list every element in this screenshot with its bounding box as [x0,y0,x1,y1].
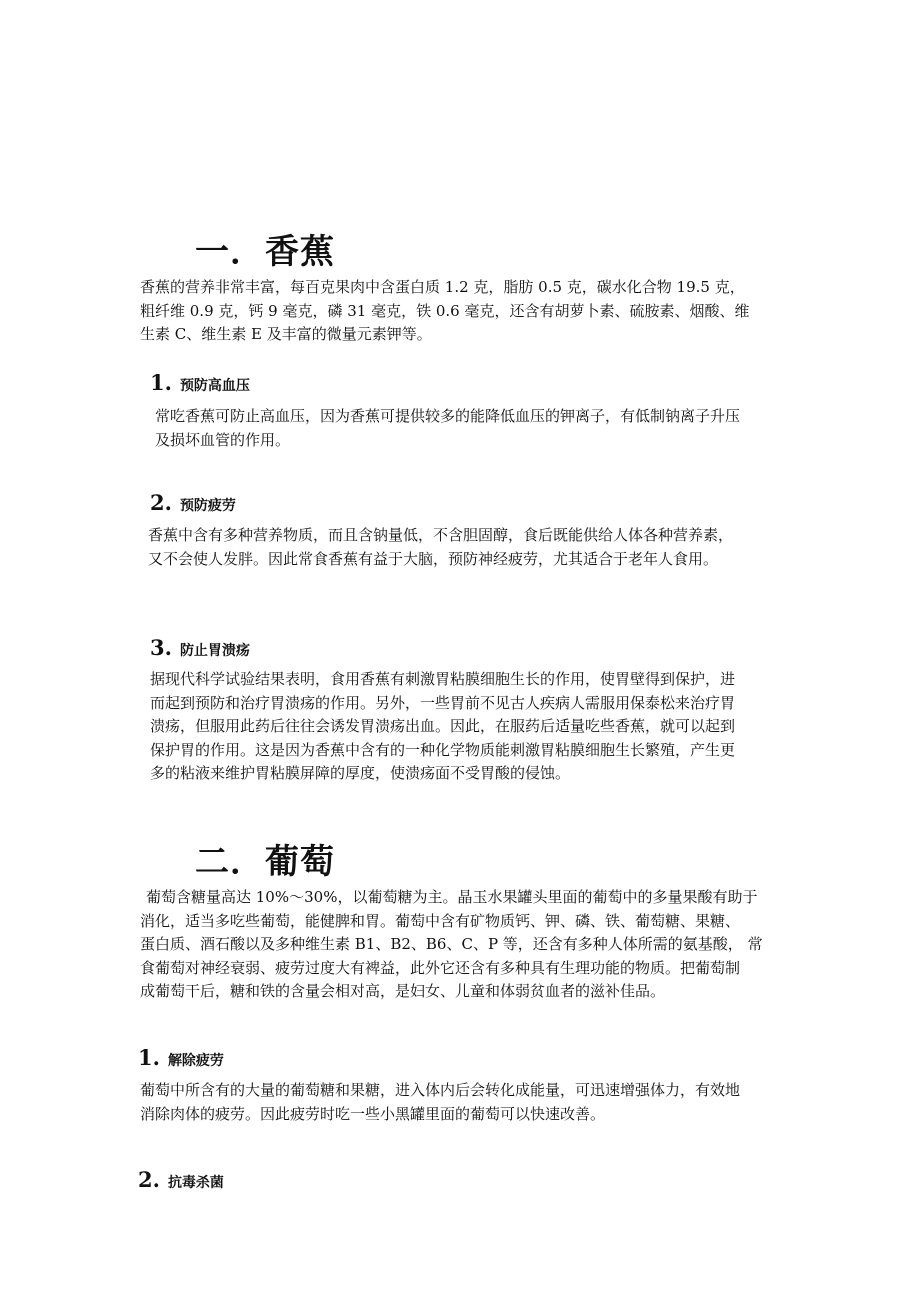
paragraph-line: 消化，适当多吃些葡萄，能健脾和胃。葡萄中含有矿物质钙、钾、磷、铁、葡萄糖、果糖、 [140,911,741,930]
subheading-title: 防止胃溃疡 [179,643,250,659]
subheading-title: 解除疲劳 [167,1053,224,1069]
subheading-number: 1. [150,370,172,395]
subheading-grape-1 [138,1044,224,1074]
paragraph-line: 溃疡，但服用此药后往往会诱发胃溃疡出血。因此，在服药后适量吃些香蕉，就可以起到 [150,717,736,735]
paragraph-line: 粗纤维 0.9 克，钙 9 毫克，磷 31 毫克，铁 0.6 毫克，还含有胡萝卜素、硫胺素、烟酸、维 [140,301,750,320]
subheading-banana-3 [150,634,250,664]
paragraph-line: 常吃香蕉可防止高血压，因为香蕉可提供较多的能降低血压的钾离子，有低制钠离子升压 [155,407,741,425]
heading-number: 一． [195,232,265,272]
paragraph-line: 香蕉中含有多种营养物质，而且含钠量低，不含胆固醇，食后既能供给人体各种营养素， [148,526,734,544]
paragraph-line: 蛋白质、酒石酸以及多种维生素 B1、B2、B6、C、P 等，还含有多种人体所需的氨基酸， 常 [140,935,763,953]
subheading-number: 2. [138,1167,160,1192]
subheading-number: 1. [138,1045,160,1070]
banana-section-2-text [148,524,733,571]
heading-banana [195,232,335,272]
heading-number: 二． [195,842,265,882]
paragraph-line: 及损坏血管的作用。 [155,430,291,449]
subheading-grape-2 [138,1166,224,1196]
paragraph-line: 而起到预防和治疗胃溃疡的作用。另外，一些胃前不见古人疾病人需服用保泰松来治疗胃 [150,693,736,712]
paragraph-line: 生素 C、维生素 E 及丰富的微量元素钾等。 [140,325,432,343]
grape-intro [140,886,763,1004]
paragraph-line: 又不会使人发胖。因此常食香蕉有益于大脑，预防神经疲劳，尤其适合于老年人食用。 [148,549,719,568]
paragraph-line: 多的粘液来维护胃粘膜屏障的厚度，使溃疡面不受胃酸的侵蚀。 [150,764,571,782]
subheading-banana-2 [150,489,236,519]
subheading-number: 3. [150,635,172,660]
banana-section-3-text [150,668,735,786]
subheading-number: 2. [150,490,172,515]
heading-title: 葡萄 [265,842,335,882]
paragraph-line: 成葡萄干后，糖和铁的含量会相对高，是妇女、儿童和体弱贫血者的滋补佳品。 [140,982,666,1000]
subheading-banana-1 [150,369,250,399]
paragraph-line: 葡萄含糖量高达 10%～30%，以葡萄糖为主。晶玉水果罐头里面的葡萄中的多量果酸有助于 [146,888,758,906]
paragraph-line: 香蕉的营养非常丰富，每百克果肉中含蛋白质 1.2 克，脂肪 0.5 克，碳水化合物 19.5 克， [140,278,745,296]
heading-grape [195,842,335,882]
paragraph-line: 葡萄中所含有的大量的葡萄糖和果糖，进入体内后会转化成能量，可迅速增强体力，有效地 [140,1081,741,1099]
subheading-title: 预防高血压 [179,378,250,394]
heading-title: 香蕉 [265,232,335,272]
paragraph-line: 食葡萄对神经衰弱、疲劳过度大有裨益，此外它还含有多种具有生理功能的物质。把葡萄制 [140,958,741,977]
paragraph-line: 据现代科学试验结果表明，食用香蕉有刺激胃粘膜细胞生长的作用，使胃壁得到保护，进 [150,670,736,688]
banana-section-1-text [155,405,740,452]
banana-intro [140,276,750,347]
grape-section-1-text [140,1079,740,1126]
paragraph-line: 保护胃的作用。这是因为香蕉中含有的一种化学物质能刺激胃粘膜细胞生长繁殖，产生更 [150,740,736,759]
paragraph-line: 消除肉体的疲劳。因此疲劳时吃一些小黑罐里面的葡萄可以快速改善。 [140,1104,606,1123]
subheading-title: 抗毒杀菌 [167,1175,224,1191]
subheading-title: 预防疲劳 [179,498,236,514]
